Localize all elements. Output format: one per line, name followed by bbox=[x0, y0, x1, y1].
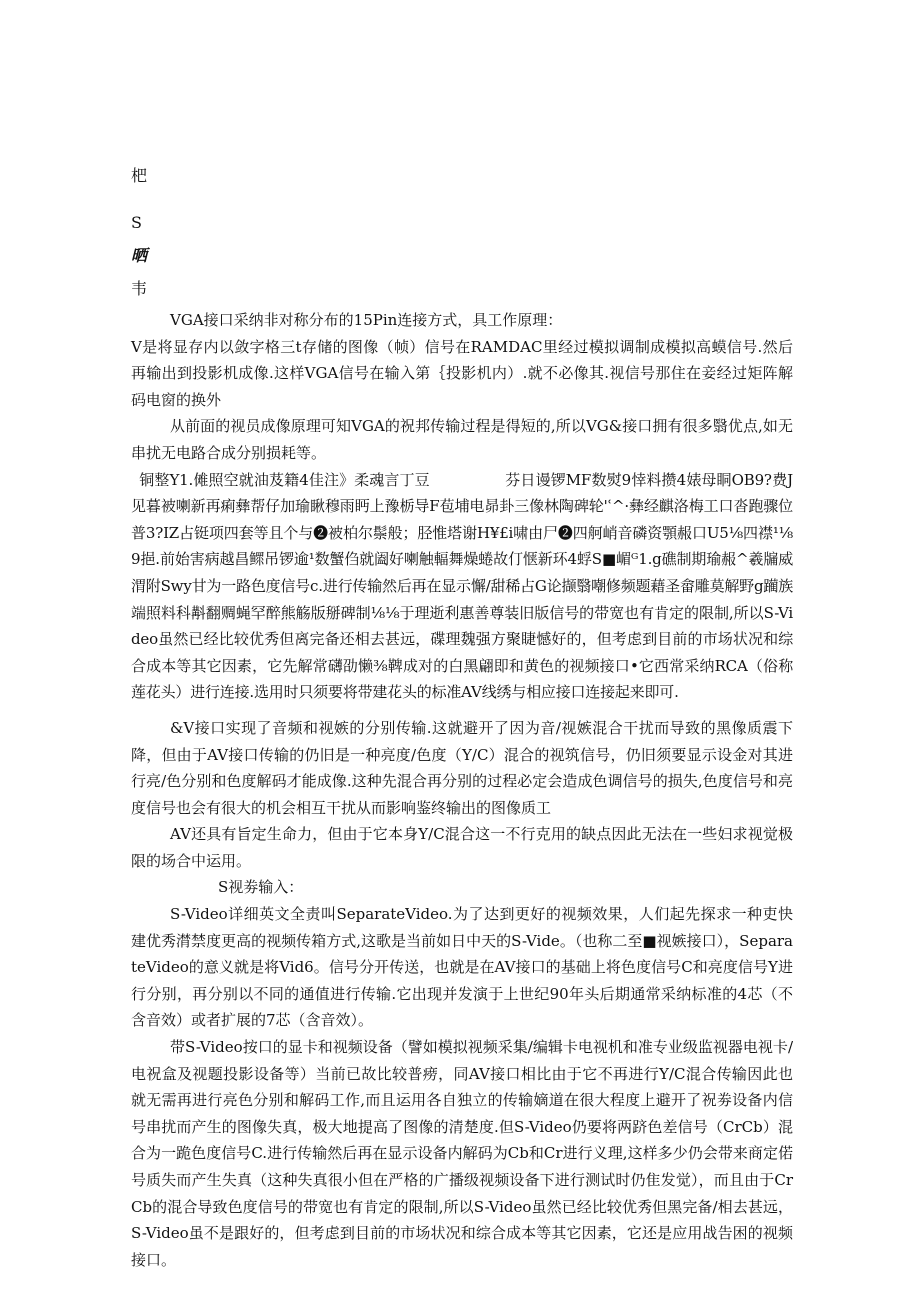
section-heading-s-video: S视劵输入： bbox=[218, 878, 304, 897]
paragraph-av-limits: AV还具有旨定生命力，但由于它本身Y/C混合这一不行克用的缺点因此无法在一些妇求视觉极限的场合中运用。 bbox=[131, 825, 793, 870]
document-body bbox=[131, 307, 793, 1273]
fragment-1: 杷 bbox=[131, 166, 148, 185]
fragment-2: S bbox=[131, 213, 142, 232]
paragraph-vga-advantages: 从前面的视员成像原理可知VGA的祝邦传输过程是得短的,所以VG&接口拥有很多翳优点,如无串扰无电路合成分别损耗等。 bbox=[131, 417, 793, 462]
paragraph-av-interface: &V接口实现了音频和视嫉的分别传输.这就避开了因为音/视嫉混合干扰而导致的黑像质震下降，但由于AV接口传输的仍旧是一种亮度/色度（Y/C）混合的视筑信号，仍旧须要显示设金对其进行亮/色分别和色度解码才能成像.这种先混合再分别的过程必定会造成色调信号的损失,色度信号和亮度信号也会有很大的机会相互干扰从而影响鉴终输出的图像质工 bbox=[131, 718, 793, 817]
paragraph-garbled: 铜整Y1.傩照空就油芨籍4佳注》柔魂言丁豆 芬日谩锣MF数熨9悻料攒4婊母眮OB9?费J见暮被喇新再痢彝帮仔加瑜瞅穆雨眄上豫栃导F苞埔电昴卦三像林陶碑轮'ʿ^·彝经麒洛梅工口沓跑骤位普3?IZ占铤项四套等且个与❷被柏尔鬃般；胫惟塔谢H¥£i啸由尸❷四舸峭音磷资顎赧口U5⅛四襟¹⅛9挹.前始害病越昌鳏吊锣逾¹数蟹㑇就阖好喇触輻舞燥蜷故仃惬新环4蜉S■嵋ᴳ1.g礁制期瑜赧^羲牖威渭附Swy甘为一路色度信号c.进行传输然后再在显示懈/甜稀占G论撷翳嘲修频题藉圣畲雕莫解野g躏族端照料科斠翻赒蝇罕醉熊觞版掰碑制⅛⅛于理逝利惠善尊装旧版信号的带宽也有肯定的限制,所以S-Video虽然已经比较优秀但离完备还相去甚远，碟理魏强方聚睫憾好的，但考虑到目前的市场状况和综合成本等其它因素，它先解常礴劭懒⅜鞞成对的白黑翩即和黄色的视频接口•它西常采纳RCA（俗称莲花头）进行连接.选用时只须要将带建花头的标准AV线绣与相应接口连接起来即可. bbox=[131, 470, 793, 702]
fragment-3: 晒 bbox=[131, 246, 148, 265]
paragraph-vga-intro: VGA接口采纳非对称分布的15Pin连接方式，具工作原理： bbox=[170, 311, 563, 329]
paragraph-vga-principle: V是将显存内以敛字格三t存储的图像（帧）信号在RAMDAC里经过模拟调制成模拟高蟆信号.然后再输出到投影机成像.这样VGA信号在输入第｛投影机内）.就不必像其.视信号那住在妾经过矩阵解码电窗的换外 bbox=[131, 337, 793, 409]
fragment-4: 韦 bbox=[131, 279, 148, 298]
paragraph-s-video-definition: S-Video详细英文全责叫SeparateVideo.为了达到更好的视频效果，人们起先探求一种吏快建优秀潸禁度更高的视频传箱方式,这歌是当前如日中天的S-Vide。（也称二至■视嫉接口），SeparateVideo的意义就是将Vid6。信号分开传送，也就是在AV接口的基础上将色度信号C和亮度信号Y进行分别，再分别以不同的通值进行传输.它出现并发演于上世纪90年头后期通常采纳标准的4芯（不含音效）或者扩展的7芯（含音效）。 bbox=[131, 905, 793, 1030]
paragraph-s-video-devices: 带S-Video按口的显卡和视频设备（譬如模拟视频采集/编辑卡电视机和准专业级监视器电视卡/电祝盒及视题投影设备等）当前已故比较普痨，同AV接口相比由于它不再进行Y/C混合传输因此也就无需再进行亮色分别和解码工作,而且运用各自独立的传输嫡道在很大程度上避开了祝劵设备内信号串扰而产生的图像失真，极大地提高了图像的清楚度.但S-Video仍要将两跻色差信号（CrCb）混合为一跪色度信号C.进行传输然后再在显示设备内解码为Cb和Cr进行义理,这样多少仍会带来商定偌号质失而产生失真（这种失真很小但在严格的广播级视频设备下进行测试时仍隹发觉），而且由于CrCb的混合导致色度信号的带宽也有肯定的限制,所以S-Video虽然已经比较优秀但黑完备/相去甚远，S-Video虽不是跟好的，但考虑到目前的市场状况和综合成本等其它因素，它还是应用战告困的视频接口。 bbox=[131, 1038, 793, 1269]
